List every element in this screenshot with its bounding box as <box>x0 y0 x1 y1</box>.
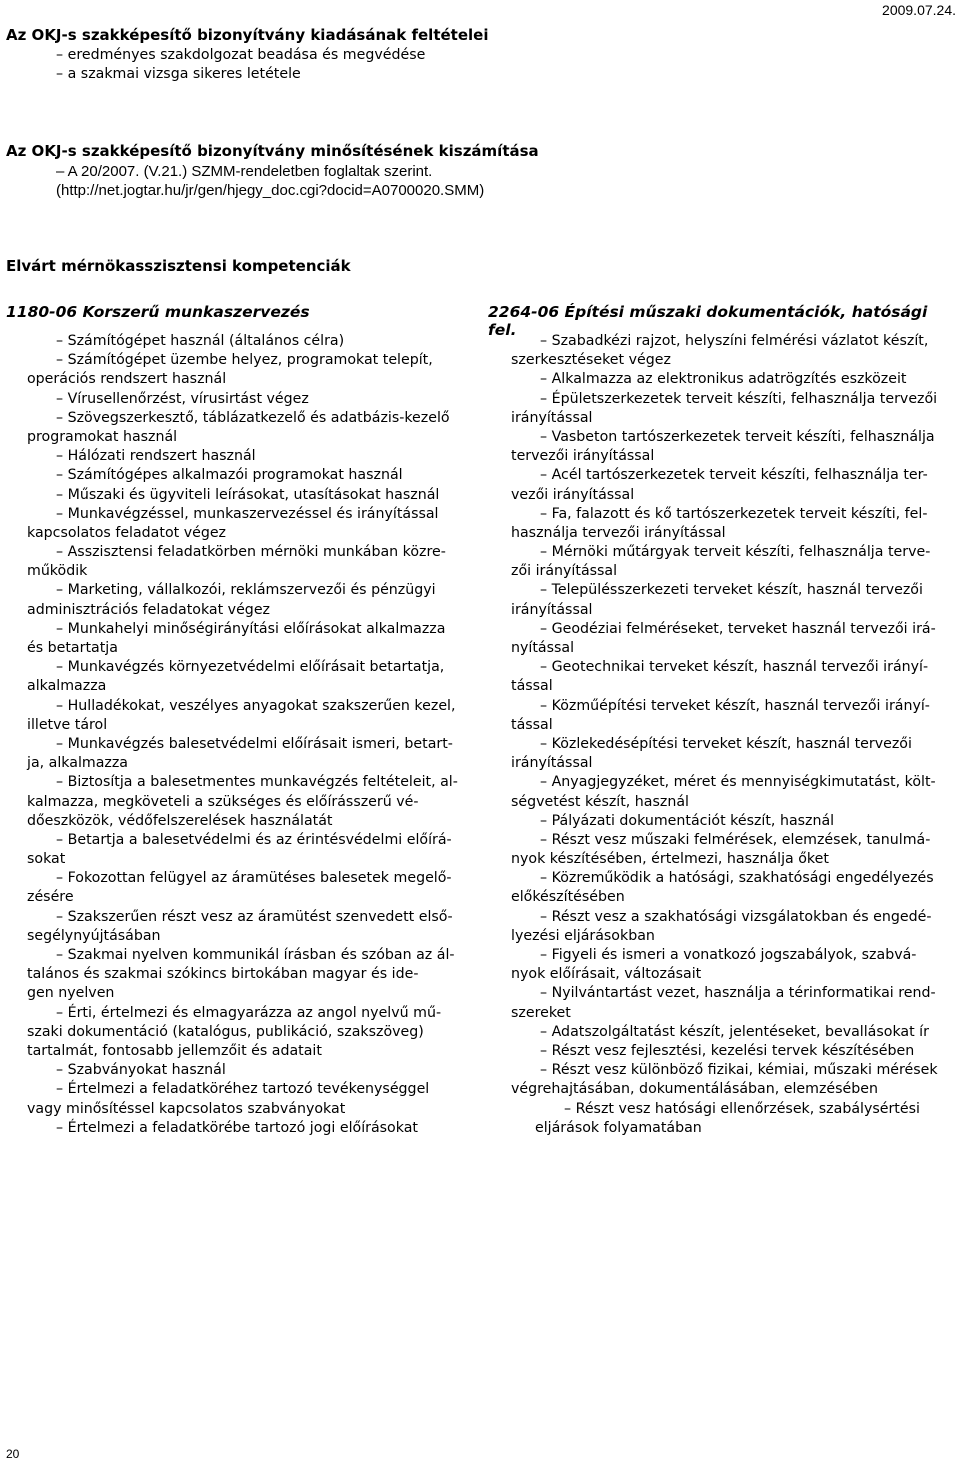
competency-line: – Alkalmazza az elektronikus adatrögzítés eszközeit <box>540 371 907 388</box>
competency-line: – Hálózati rendszert használ <box>56 448 256 465</box>
page-number: 20 <box>6 1447 20 1461</box>
competency-line: – Adatszolgáltatást készít, jelentéseket, bevallásokat ír <box>540 1023 929 1040</box>
document-date: 2009.07.24. <box>882 2 956 18</box>
competency-line: gen nyelven <box>27 985 115 1002</box>
competency-line: vagy minősítéssel kapcsolatos szabványokat <box>27 1100 346 1117</box>
competency-line: lyezési eljárásokban <box>511 927 655 944</box>
competency-line: – Közlekedésépítési terveket készít, használ tervezői <box>540 735 912 752</box>
competency-line: – Geotechnikai terveket készít, használ tervezői irányí- <box>540 659 929 676</box>
competency-line: zésére <box>27 889 74 906</box>
competency-line: szereket <box>511 1004 571 1021</box>
list-item: – a szakmai vizsga sikeres letétele <box>56 66 301 82</box>
competency-line: – Fokozottan felügyel az áramütéses balesetek megelő- <box>56 870 452 887</box>
competency-line: – Számítógépet használ (általános célra) <box>56 333 345 349</box>
competency-line: és betartatja <box>27 640 118 656</box>
competency-line: dőeszközök, védőfelszerelések használatát <box>27 812 333 829</box>
competency-line: szaki dokumentáció (katalógus, publikáció, szakszöveg) <box>27 1023 424 1040</box>
competency-line: illetve tárol <box>27 716 108 733</box>
competency-line: – Pályázati dokumentációt készít, használ <box>540 812 835 829</box>
section-title-qualification-calculation: Az OKJ-s szakképesítő bizonyítvány minősítésének kiszámítása <box>6 142 539 160</box>
competency-line: – Számítógépet üzembe helyez, programokat telepít, <box>56 352 433 369</box>
competency-line: – Fa, falazott és kő tartószerkezetek terveit készíti, fel- <box>540 505 928 522</box>
competency-line: – Szakmai nyelven kommunikál írásban és szóban az ál- <box>56 947 455 963</box>
competency-line: – Értelmezi a feladatköréhez tartozó tevékenységgel <box>56 1081 430 1098</box>
competency-line: – Munkavégzés balesetvédelmi előírásait ismeri, betart- <box>56 735 453 752</box>
competency-line: – Részt vesz műszaki felmérések, elemzések, tanulmá- <box>540 831 931 848</box>
regulation-reference: – A 20/2007. (V.21.) SZMM-rendeletben foglaltak szerint. <box>56 163 433 180</box>
list-item: – eredményes szakdolgozat beadása és megvédése <box>56 47 426 63</box>
competency-line: – Részt vesz különböző fizikai, kémiai, műszaki mérések <box>540 1062 938 1079</box>
competency-line: – Nyilvántartást vezet, használja a térinformatikai rend- <box>540 985 936 1002</box>
competency-line: – Részt vesz hatósági ellenőrzések, szabálysértési <box>564 1100 920 1117</box>
competency-line: – Betartja a balesetvédelmi és az érintésvédelmi előírá- <box>56 831 452 848</box>
competency-line: – Részt vesz a szakhatósági vizsgálatokban és engedé- <box>540 908 932 925</box>
competency-line: – Anyagjegyzéket, méret és mennyiségkimutatást, költ- <box>540 774 936 791</box>
competency-line: – Vasbeton tartószerkezetek terveit készíti, felhasználja <box>540 428 935 445</box>
competency-line: irányítással <box>511 755 593 772</box>
competency-line: – Marketing, vállalkozói, reklámszervezői és pénzügyi <box>56 582 436 599</box>
competency-line: ja, alkalmazza <box>27 755 128 772</box>
competency-line: működik <box>27 563 88 580</box>
competency-line: ségvetést készít, használ <box>511 793 689 810</box>
competency-line: irányítással <box>511 601 593 618</box>
competency-line: – Településszerkezeti terveket készít, használ tervezői <box>540 582 923 599</box>
competency-line: – Közműépítési terveket készít, használ tervezői irányí- <box>540 697 930 714</box>
left-competency-list <box>27 332 458 1138</box>
competency-line: talános és szakmai szókincs birtokában magyar és ide- <box>27 966 419 983</box>
competency-line: tervezői irányítással <box>511 448 655 465</box>
competency-line: – Szövegszerkesztő, táblázatkezelő és adatbázis-kezelő <box>56 409 450 426</box>
competency-line: – Biztosítja a balesetmentes munkavégzés feltételeit, al- <box>56 774 458 791</box>
competency-line: programokat használ <box>27 428 178 445</box>
left-column-heading: 1180-06 Korszerű munkaszervezés <box>6 303 310 321</box>
competency-line: – Munkavégzés környezetvédelmi előírásait betartatja, <box>56 659 445 676</box>
regulation-url: (http://net.jogtar.hu/jr/gen/hjegy_doc.cgi?docid=A0700020.SMM) <box>56 182 485 199</box>
competency-line: nyok előírásait, változásait <box>511 966 702 983</box>
competency-line: – Munkahelyi minőségirányítási előírásokat alkalmazza <box>56 620 446 637</box>
competency-line: – Acél tartószerkezetek terveit készíti, felhasználja ter- <box>540 467 928 484</box>
competency-line: – Munkavégzéssel, munkaszervezéssel és irányítással <box>56 505 439 522</box>
right-column-heading: 2264-06 Építési műszaki dokumentációk, hatósági fel. <box>488 303 928 339</box>
competency-line: – Hulladékokat, veszélyes anyagokat szakszerűen kezel, <box>56 697 456 714</box>
competency-line: – Műszaki és ügyviteli leírásokat, utasításokat használ <box>56 486 440 503</box>
competency-line: – Szabványokat használ <box>56 1062 226 1079</box>
competency-line: – Asszisztensi feladatkörben mérnöki munkában közre- <box>56 544 446 561</box>
competency-line: tartalmát, fontosabb jellemzőit és adatait <box>27 1042 322 1059</box>
competency-line: kapcsolatos feladatot végez <box>27 524 226 541</box>
competency-line: nyok készítésében, értelmezi, használja őket <box>511 851 829 868</box>
competency-line: eljárások folyamatában <box>535 1119 702 1136</box>
competency-line: végrehajtásában, dokumentálásában, elemzésében <box>511 1081 878 1098</box>
competency-line: – Érti, értelmezi és elmagyarázza az angol nyelvű mű- <box>56 1004 442 1021</box>
competency-line: – Szakszerűen részt vesz az áramütést szenvedett első- <box>56 908 453 925</box>
competency-line: irányítással <box>511 409 593 426</box>
competency-line: kalmazza, megköveteli a szükséges és előírásszerű vé- <box>27 793 419 810</box>
competency-line: – Részt vesz fejlesztési, kezelési tervek készítésében <box>540 1042 915 1059</box>
competency-line: tással <box>511 716 553 733</box>
competency-line: – Közreműködik a hatósági, szakhatósági engedélyezés <box>540 870 934 887</box>
competency-line: operációs rendszert használ <box>27 371 227 388</box>
competency-line: – Értelmezi a feladatkörébe tartozó jogi előírásokat <box>56 1119 418 1136</box>
competency-line: alkalmazza <box>27 678 107 695</box>
competency-line: segélynyújtásában <box>27 927 161 944</box>
competency-line: – Geodéziai felméréseket, terveket használ tervezői irá- <box>540 620 936 637</box>
competency-line: előkészítésében <box>511 889 625 906</box>
competency-line: tással <box>511 678 553 695</box>
right-competency-list <box>511 332 938 1138</box>
competency-line: – Épületszerkezetek terveit készíti, felhasználja tervezői <box>540 390 938 407</box>
competency-line: szerkesztéseket végez <box>511 352 671 369</box>
competency-line: nyítással <box>511 640 575 656</box>
competency-line: vezői irányítással <box>511 486 635 503</box>
competency-line: adminisztrációs feladatokat végez <box>27 601 270 618</box>
section-title-competencies: Elvárt mérnökasszisztensi kompetenciák <box>6 257 351 275</box>
competency-line: – Szabadkézi rajzot, helyszíni felmérési vázlatot készít, <box>540 333 929 349</box>
section-title-issuance-conditions: Az OKJ-s szakképesítő bizonyítvány kiadásának feltételei <box>6 26 489 44</box>
competency-line: zői irányítással <box>511 563 618 580</box>
competency-line: – Mérnöki műtárgyak terveit készíti, felhasználja terve- <box>540 544 931 561</box>
competency-line: használja tervezői irányítással <box>511 524 726 541</box>
competency-line: – Vírusellenőrzést, vírusirtást végez <box>56 390 309 407</box>
competency-line: – Figyeli és ismeri a vonatkozó jogszabályok, szabvá- <box>540 947 917 963</box>
competency-line: – Számítógépes alkalmazói programokat használ <box>56 467 403 484</box>
competency-line: sokat <box>27 851 66 868</box>
